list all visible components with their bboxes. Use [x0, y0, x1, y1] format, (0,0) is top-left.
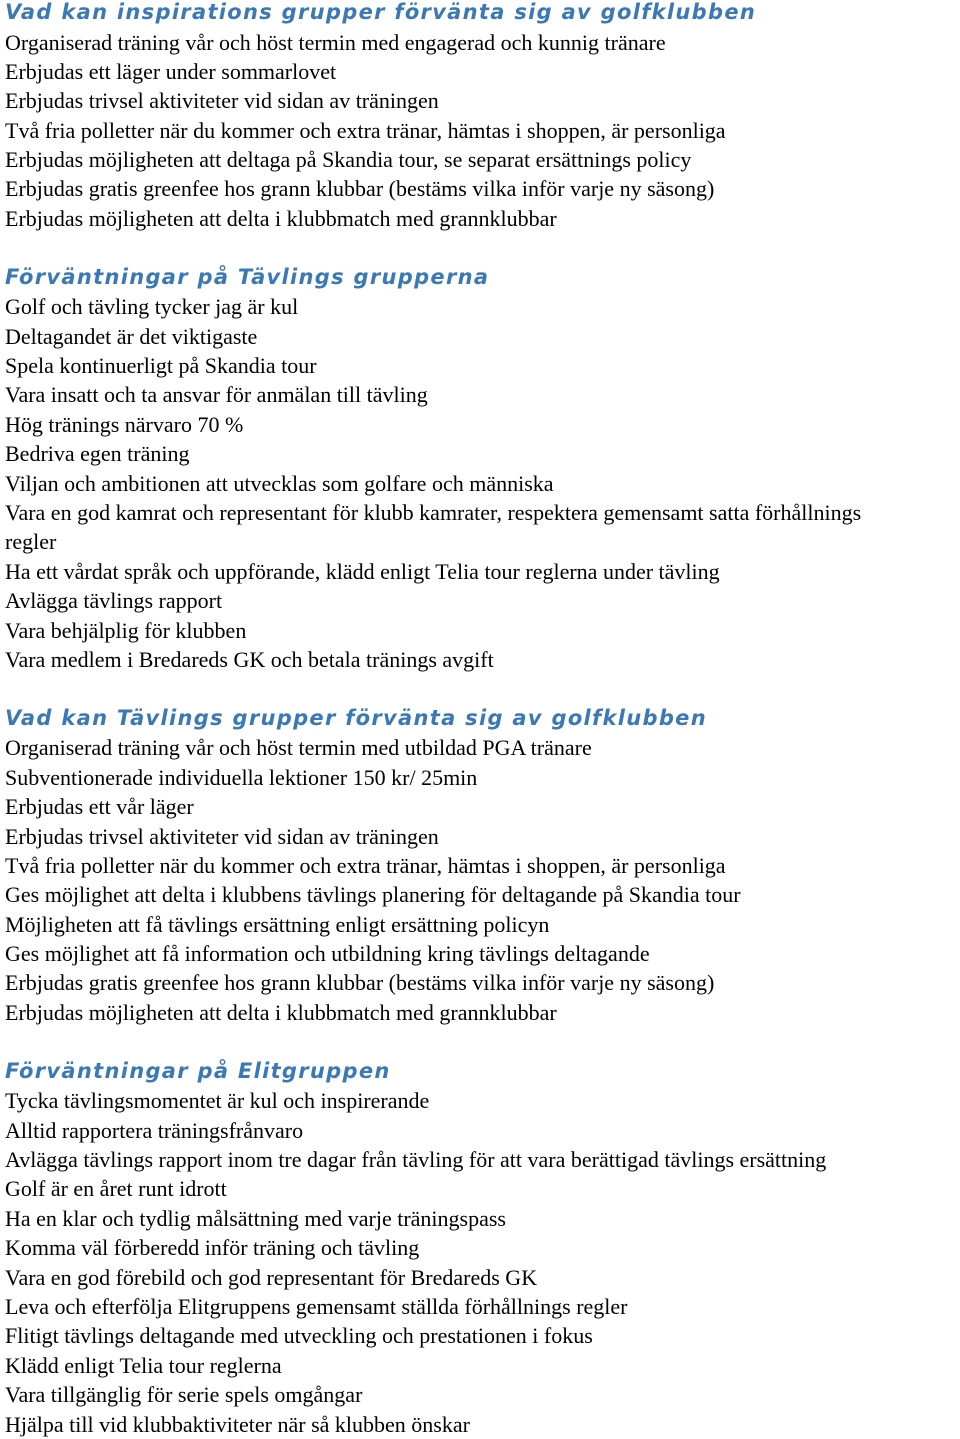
- list-item: Subventionerade individuella lektioner 150 kr/ 25min: [5, 764, 478, 790]
- list-item: Erbjudas trivsel aktiviteter vid sidan av träningen: [5, 88, 439, 114]
- list-item: Erbjudas gratis greenfee hos grann klubbar (bestäms vilka inför varje ny säsong): [5, 176, 715, 202]
- list-item: Golf är en året runt idrott: [5, 1176, 227, 1202]
- list-item: Ges möjlighet att delta i klubbens tävlings planering för deltagande på Skandia tour: [5, 882, 741, 908]
- item-list: [5, 28, 960, 234]
- section-elite-group-expectations: [5, 1057, 960, 1439]
- list-item: Erbjudas trivsel aktiviteter vid sidan av träningen: [5, 823, 439, 849]
- list-item: Ha ett vårdat språk och uppförande, klädd enligt Telia tour reglerna under tävling: [5, 558, 720, 584]
- list-item: Alltid rapportera träningsfrånvaro: [5, 1117, 304, 1143]
- section-heading: Vad kan Tävlings grupper förvänta sig av golfklubben: [5, 705, 707, 730]
- list-item: Leva och efterfölja Elitgruppens gemensamt ställda förhållnings regler: [5, 1293, 628, 1319]
- section-competition-group-expectations: [5, 263, 960, 675]
- list-item: Spela kontinuerligt på Skandia tour: [5, 353, 317, 379]
- item-list: [5, 733, 960, 1027]
- list-item: Bedriva egen träning: [5, 441, 190, 467]
- list-item: Vara en god förebild och god representant för Bredareds GK: [5, 1264, 538, 1290]
- section-heading: Förväntningar på Tävlings grupperna: [5, 264, 490, 289]
- list-item: Klädd enligt Telia tour reglerna: [5, 1352, 282, 1378]
- list-item: Erbjudas möjligheten att delta i klubbmatch med grannklubbar: [5, 999, 557, 1025]
- list-item: Tycka tävlingsmomentet är kul och inspirerande: [5, 1088, 430, 1114]
- list-item: Erbjudas ett vår läger: [5, 794, 194, 820]
- list-item: Viljan och ambitionen att utvecklas som golfare och människa: [5, 470, 554, 496]
- list-item: Två fria polletter när du kommer och extra tränar, hämtas i shoppen, är personliga: [5, 852, 726, 878]
- list-item: Organiserad träning vår och höst termin med engagerad och kunnig tränare: [5, 29, 666, 55]
- list-item: Avlägga tävlings rapport: [5, 588, 223, 614]
- list-item: Vara behjälplig för klubben: [5, 617, 247, 643]
- list-item: Vara insatt och ta ansvar för anmälan till tävling: [5, 382, 428, 408]
- list-item: Vara en god kamrat och representant för klubb kamrater, respektera gemensamt satta förhållnings regler: [5, 499, 862, 555]
- list-item: Vara tillgänglig för serie spels omgångar: [5, 1382, 363, 1408]
- section-inspiration-expectations: [5, 0, 960, 233]
- list-item: Erbjudas möjligheten att delta i klubbmatch med grannklubbar: [5, 205, 557, 231]
- section-heading: Vad kan inspirations grupper förvänta sig av golfklubben: [5, 0, 757, 24]
- list-item: Vara medlem i Bredareds GK och betala tränings avgift: [5, 646, 494, 672]
- list-item: Ges möjlighet att få information och utbildning kring tävlings deltagande: [5, 941, 650, 967]
- section-competition-club-offers: [5, 704, 960, 1027]
- list-item: Hjälpa till vid klubbaktiviteter när så klubben önskar: [5, 1411, 470, 1437]
- list-item: Golf och tävling tycker jag är kul: [5, 294, 299, 320]
- list-item: Erbjudas möjligheten att deltaga på Skandia tour, se separat ersättnings policy: [5, 147, 692, 173]
- list-item: Två fria polletter när du kommer och extra tränar, hämtas i shoppen, är personliga: [5, 117, 726, 143]
- list-item: Ha en klar och tydlig målsättning med varje träningspass: [5, 1205, 506, 1231]
- list-item: Erbjudas ett läger under sommarlovet: [5, 58, 337, 84]
- list-item: Erbjudas gratis greenfee hos grann klubbar (bestäms vilka inför varje ny säsong): [5, 970, 715, 996]
- list-item: Komma väl förberedd inför träning och tävling: [5, 1235, 420, 1261]
- list-item: Möjligheten att få tävlings ersättning enligt ersättning policyn: [5, 911, 550, 937]
- item-list: [5, 292, 960, 674]
- list-item: Hög tränings närvaro 70 %: [5, 411, 244, 437]
- list-item: Organiserad träning vår och höst termin med utbildad PGA tränare: [5, 735, 592, 761]
- item-list: [5, 1086, 960, 1439]
- list-item: Deltagandet är det viktigaste: [5, 323, 258, 349]
- list-item: Flitigt tävlings deltagande med utveckling och prestationen i fokus: [5, 1323, 593, 1349]
- list-item: Avlägga tävlings rapport inom tre dagar från tävling för att vara berättigad tävlings ersättning: [5, 1147, 827, 1173]
- section-heading: Förväntningar på Elitgruppen: [5, 1058, 391, 1083]
